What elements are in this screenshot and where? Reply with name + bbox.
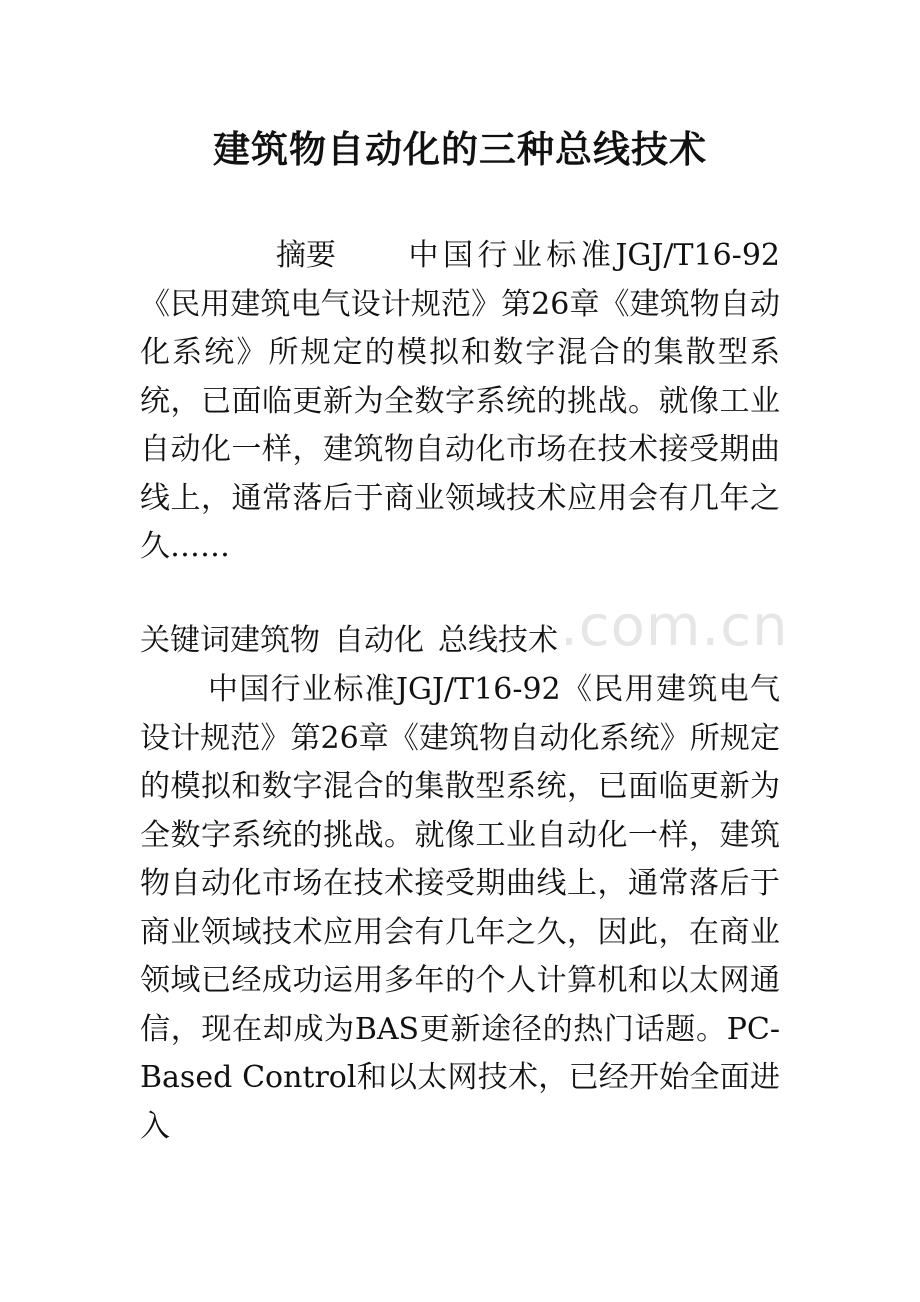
keyword: 自动化 bbox=[334, 623, 424, 658]
abstract-paragraph bbox=[140, 232, 780, 572]
keywords-line bbox=[140, 617, 780, 666]
keyword: 建筑物 bbox=[230, 623, 320, 658]
watermark: .com.cn bbox=[560, 594, 789, 659]
body-paragraph: 中国行业标准JGJ/T16-92《民用建筑电气设计规范》第26章《建筑物自动化系统》所规定的模拟和数字混合的集散型系统，已面临更新为全数字系统的挑战。就像工业自动化一样，建筑物自动化市场在技术接受期曲线上，通常落后于商业领域技术应用会有几年之久，因此，在商业领域已经成功运用多年的个人计算机和以太网通信，现在却成为BAS更新途径的热门话题。PC-Based Control和以太网技术，已经开始全面进入 bbox=[140, 672, 780, 1144]
document-title: 建筑物自动化的三种总线技术 bbox=[213, 128, 707, 171]
abstract-text: 中国行业标准JGJ/T16-92《民用建筑电气设计规范》第26章《建筑物自动化系统》所规定的模拟和数字混合的集散型系统，已面临更新为全数字系统的挑战。就像工业自动化一样，建筑物自动化市场在技术接受期曲线上，通常落后于商业领域技术应用会有几年之久…… bbox=[140, 238, 780, 564]
abstract-label: 摘要 bbox=[276, 238, 336, 273]
keyword: 总线技术 bbox=[438, 623, 558, 658]
keywords-label: 关键词 bbox=[140, 623, 230, 658]
